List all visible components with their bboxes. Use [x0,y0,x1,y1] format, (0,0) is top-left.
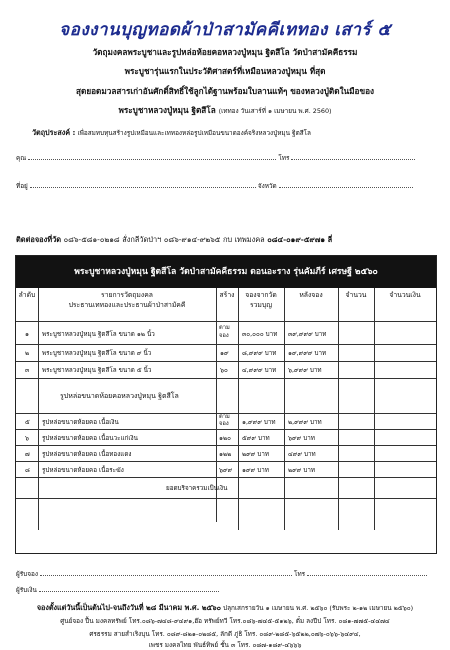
row-divider [16,498,436,499]
row-post: ๒๙๙ บาท [288,467,316,474]
receiver-field[interactable] [40,568,292,576]
row-divider [16,344,436,345]
row-no: ๗ [25,451,30,458]
contact-mid: สั่งกลีวัดป่าฯ [122,235,162,244]
col-divider [238,288,239,530]
header-line-1: วัตถุมงคลพระบูชาและรูปหล่อห้อยคอหลวงปู่หมุน ฐิตสีโล วัดป่าสามัคคีธรรม [92,47,358,57]
row-no: ๕ [25,419,30,426]
row-no: ๖ [25,435,29,442]
total-label: ยอดบริจาครวมเป็นเงิน [166,485,228,492]
header-line-4 [0,105,450,116]
payer-row [16,584,219,595]
header-no: ลำดับ [18,291,36,299]
header-amount: จำนวนเงิน [389,291,421,299]
bottom-line-1 [0,603,450,614]
row-item: พระบูชาหลวงปู่หมุน ฐิตสีโล ขนาด ๕ นิ้ว [42,367,152,374]
receiver-phone-field[interactable] [307,568,427,576]
row-divider [16,321,436,322]
bottom-line-4: เพชร มงคลไทย พันธ์ทิพย์ ชั้น ๓ โทร. ๐๘๗-๑๘๙-๔๖๖๖ [148,641,302,649]
col-divider [284,288,285,530]
objective-label: วัตถุประสงค์ : [32,128,76,137]
row-divider [16,361,436,362]
row-pre: ๔,๙๙๙ บาท [242,367,277,374]
address-field[interactable] [30,180,256,188]
table-subheader: รูปหล่อขนาดห้อยคอหลวงปู่หมุน ฐิตสีโล [60,392,179,400]
phone-label: โทร [278,154,290,162]
row-pre: ๑,๙๙๙ บาท [242,419,276,426]
objective [32,128,432,139]
row-item: พระบูชาหลวงปู่หมุน ฐิตสีโล ขนาด ๑๒ นิ้ว [42,331,155,338]
row-post: ๖,๙๙๙ บาท [288,367,322,374]
header-post: หลังจอง [299,291,323,299]
province-label: จังหวัด [257,182,277,190]
row-no: ๑ [25,331,29,338]
contact-phone-3: ๐๘๔-๐๑๙-๕๙๗๑ [267,235,326,244]
header-pre [238,290,284,320]
phone-field[interactable] [291,152,415,160]
row-post: ๔๙๙ บาท [288,451,316,458]
receiver-phone-label: โทร [294,570,306,578]
row-divider [16,477,436,478]
payer-field[interactable] [39,584,219,592]
address-field-row [16,180,413,191]
row-created: ๑๒๒ [219,451,232,458]
header-created: สร้าง [219,291,235,299]
row-divider [16,445,436,446]
col-divider [38,288,39,530]
receiver-label: ผู้รับจอง [16,570,38,578]
row-divider [16,461,436,462]
name-field[interactable] [28,152,276,160]
row-post: ๖๙๙ บาท [288,435,315,442]
col-divider [338,288,339,530]
contact-phone-1: ๐๘๖-๕๘๑-๐๒๑๘ [63,235,120,244]
row-no: ๒ [25,350,30,357]
address-label: ที่อยู่ [16,182,28,190]
contact-tail: ลี่ [327,235,333,244]
name-label: คุณ [16,154,27,162]
header-item-line-2: ประธานเททองและประธานผ้าป่าสามัคคี [68,301,186,309]
row-created: ๑๙ [220,350,229,357]
blessing-date: ปลุกเสกรายวัน ๑ เมษายน พ.ศ. ๒๕๖๐ (รับพระ ๒-๑๒ เมษายน ๒๕๖๐) [223,604,414,612]
receiver-row [16,568,427,579]
header-qty: จำนวน [345,291,367,299]
page-title: จองงานบุญทอดผ้าป่าสามัคคีเททอง เสาร์ ๕ [59,20,391,40]
bottom-line-2: ศูนย์จอง ปื้น มงคลทรัพย์ โทร.๐๘๖-๗๔๘-๙๔๙๑,ฮ๊อ ทรัพย์ทวี โทร.๐๘๖-๗๔๕-๕๑๒๖, ตั๋ม ลงปีป โทร. ๐๘๑-๗๗๕-๔๔๗๔ [60,617,390,625]
header-line-3: สุดยอดมวลสารเก่าอันศักดิ์สิทธิ์ใช้ลูกได้ฐานพร้อมใบลานแท้ๆ ของหลวงปู่ติดในมือของ [76,86,374,96]
row-item: รูปหล่อขนาดห้อยคอ เนื้อนวะแก่เงิน [42,435,138,442]
row-created: ๖๙๙ [219,467,233,474]
contact-phone-2: ๐๘๖-๙๑๔-๙๒๖๕ [163,235,221,244]
row-no: ๓ [25,367,30,374]
table-banner: พระบูชาหลวงปู่หมุน ฐิตสีโล วัดป่าสามัคคีธรรม ดอนอะราง รุ่นคัมภีร์ เศรษฐี ๒๕๖๐ [16,256,436,288]
objective-text: เพื่อสมทบทุนสร้างรูปเหมือนและเททองหล่อรูปเหมือนขนาดองค์จริงหลวงปู่หมุน ฐิตสีโล [77,129,311,137]
row-created: ๖๐ [220,367,228,374]
bottom-line-3: ศรธรรม สายสำเริงบุน โทร. ๐๘๙-๘๒๑-๐๒๘๕, ลักดี ภู่ธิ โทร. ๐๘๙-๒๘๕-๖๕๒๒,๐๗๖-๐๖๖-๖๔๙๔, [89,630,361,638]
header-date: (เททอง วันเสาร์ที่ ๑ เมษายน พ.ศ. 2560) [218,107,332,115]
row-item: รูปหล่อขนาดห้อยคอ เนื้อทองแดง [42,451,132,458]
contact-line [16,234,446,246]
row-created: ๑๒๐ [219,435,231,442]
col-divider [374,288,375,530]
row-divider [16,378,436,379]
province-field[interactable] [279,180,413,188]
header-line-2: พระบูชารุ่นแรกในประวัติศาสตร์ที่เหมือนหลวงปู่หมุน ที่สุด [124,66,326,76]
row-pre: ๓๐,๐๐๐ บาท [242,331,278,338]
row-item: พระบูชาหลวงปู่หมุน ฐิตสีโล ขนาด ๙ นิ้ว [42,350,152,357]
row-item: รูปหล่อขนาดห้อยคอ เนื้อเงิน [42,419,119,426]
contact-label: ติดต่อจองที่วัด [16,235,62,244]
booking-period: จองตั้งแต่วันนี้เป็นต้นไป-จนถึงวันที่ ๒๘ มีนาคม พ.ศ. ๒๕๖๐ [36,603,221,612]
order-table [15,255,437,554]
row-post: ๑๙,๙๙๙ บาท [288,350,327,357]
row-divider [16,429,436,430]
row-pre: ๕๙๙ บาท [242,435,270,442]
header-pre-line-2: รวมบุญ [249,301,273,309]
row-item: รูปหล่อขนาดห้อยคอ เนื้อระฆัง [42,467,124,474]
row-created: ตามจอง [219,414,230,427]
row-pre: ๑๙๙ บาท [242,467,269,474]
header-item [38,290,216,320]
row-post: ๒,๙๙๙ บาท [288,419,322,426]
contact-bank: กบ เทพมงคล [222,235,265,244]
row-created: ตามจอง [219,325,230,339]
header-line-4-text: พระบูชาหลวงปู่หมุน ฐิตสีโล [118,105,216,115]
name-field-row [16,152,415,163]
row-pre: ๒๙๙ บาท [242,451,270,458]
row-pre: ๘,๙๙๙ บาท [242,350,277,357]
header-pre-line-1: จองจากวัด [245,291,277,299]
row-no: ๘ [25,467,30,474]
payer-label: ผู้รับเงิน [16,586,37,594]
header-item-line-1: รายการวัตถุมงคล [101,291,153,299]
row-post: ๓๙,๙๙๙ บาท [288,331,327,338]
